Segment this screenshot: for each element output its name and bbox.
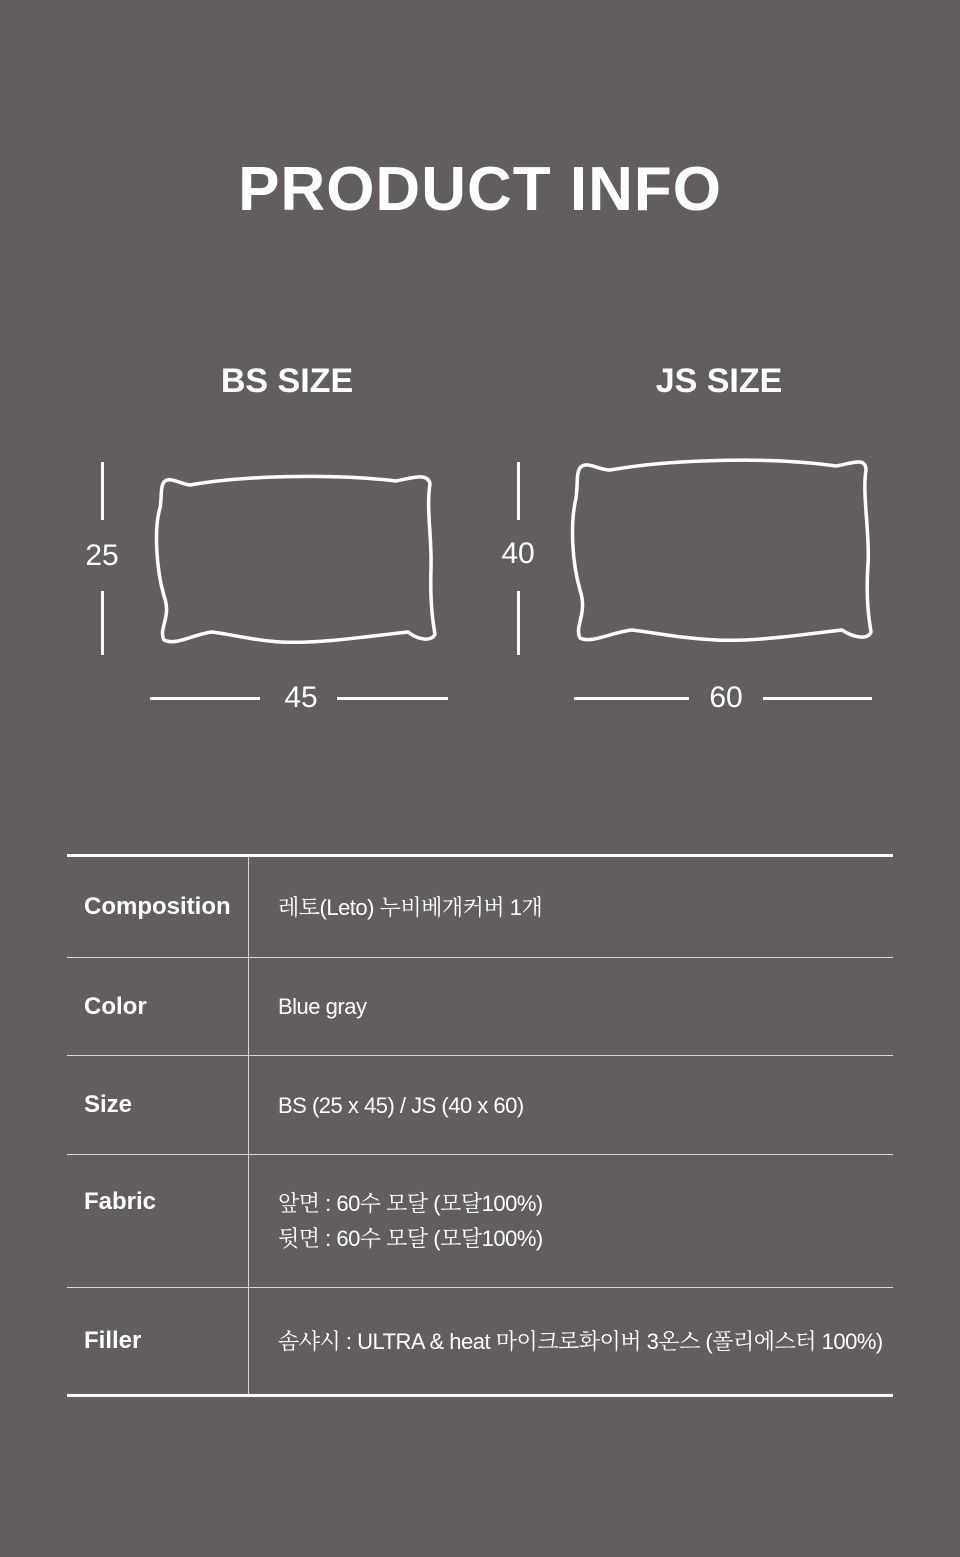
fabric-value-front: 앞면 : 60수 모달 (모달100%) [278,1191,543,1216]
js-width-line-right [763,697,872,700]
color-value: Blue gray [278,994,367,1019]
fabric-label: Fabric [67,1155,249,1287]
bs-width-label: 45 [284,681,318,714]
js-width-label: 60 [709,681,743,714]
size-value-cell [249,1056,893,1154]
js-height-line-bottom [517,591,520,655]
table-row-composition [67,857,893,958]
bs-height-line-bottom [101,591,104,655]
bs-height-line-top [101,462,104,520]
table-row-fabric [67,1155,893,1288]
size-label: Size [67,1056,249,1154]
table-row-size [67,1056,893,1155]
composition-value: 레토(Leto) 누비베개커버 1개 [278,894,543,920]
composition-label: Composition [67,857,249,957]
page-title: PRODUCT INFO [238,155,722,224]
js-width-line-left [574,697,689,700]
product-info-table [67,854,893,1397]
bs-height-label: 25 [85,539,119,572]
table-row-color [67,958,893,1056]
filler-label: Filler [67,1288,249,1394]
composition-value-cell [249,857,893,957]
filler-value-cell [249,1288,893,1394]
bs-pillow-icon [150,468,442,648]
table-row-filler [67,1288,893,1394]
js-size-title: JS SIZE [655,362,783,400]
color-value-cell [249,958,893,1055]
js-height-label: 40 [501,537,535,570]
filler-value: 솜샤시 : ULTRA & heat 마이크로화이버 3온스 (폴리에스터 100%) [278,1328,883,1354]
fabric-value-back: 뒷면 : 60수 모달 (모달100%) [278,1226,543,1251]
bs-size-title: BS SIZE [220,362,354,400]
fabric-value-cell [249,1155,893,1287]
js-height-line-top [517,462,520,520]
color-label: Color [67,958,249,1055]
bs-width-line-left [150,697,260,700]
bs-width-line-right [337,697,448,700]
size-value: BS (25 x 45) / JS (40 x 60) [278,1092,524,1118]
js-pillow-icon [566,454,880,648]
